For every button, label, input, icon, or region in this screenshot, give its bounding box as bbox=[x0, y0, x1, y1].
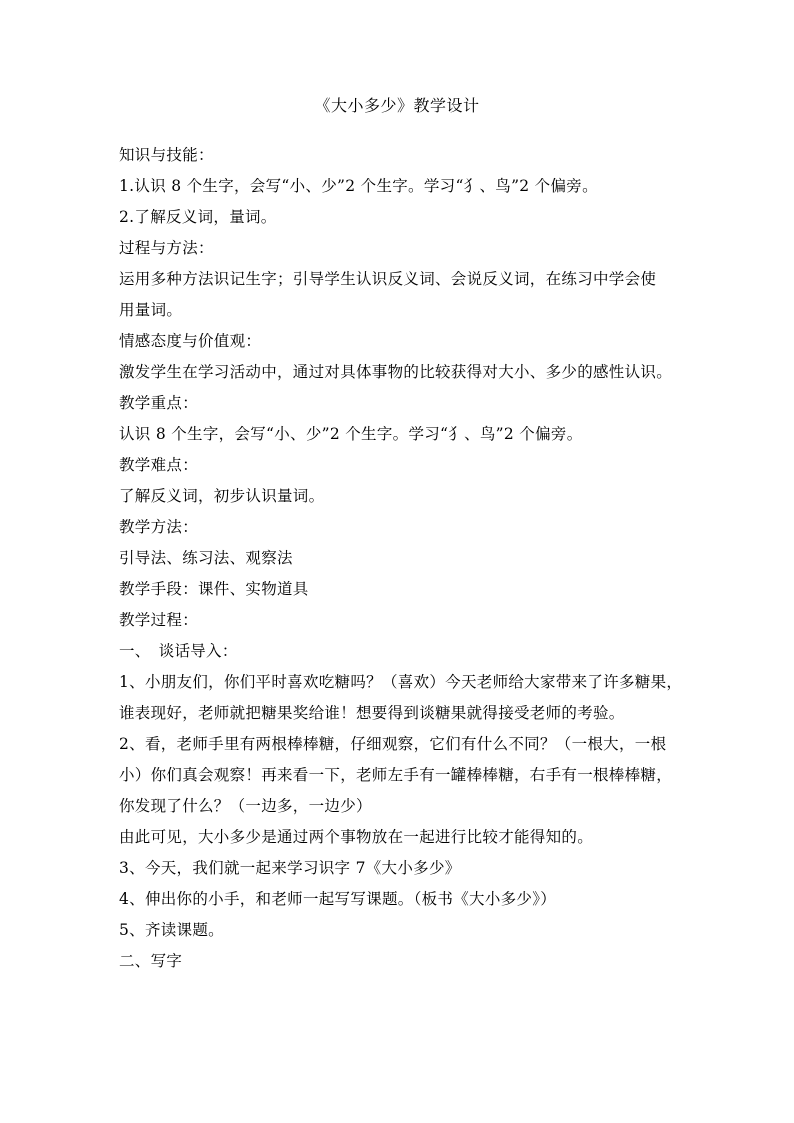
step-5: 5、齐读课题。 bbox=[119, 921, 224, 939]
step-2-line-1: 2、看，老师手里有两根棒棒糖，仔细观察，它们有什么不同？（一根大，一根 bbox=[119, 735, 667, 753]
heading-teaching-process: 教学过程： bbox=[119, 611, 199, 629]
step-2-line-2: 小）你们真会观察！再来看一下，老师左手有一罐棒棒糖，右手有一根棒棒糖， bbox=[119, 766, 673, 784]
knowledge-item-1: 1.认识 8 个生字，会写“小、少”2 个生字。学习“犭、鸟”2 个偏旁。 bbox=[119, 177, 598, 195]
conclusion-line: 由此可见，大小多少是通过两个事物放在一起进行比较才能得知的。 bbox=[119, 828, 594, 846]
heading-difficulties: 教学难点： bbox=[119, 456, 199, 474]
heading-teaching-methods: 教学方法： bbox=[119, 518, 199, 536]
step-1-line-2: 谁表现好，老师就把糖果奖给谁！想要得到谈糖果就得接受老师的考验。 bbox=[119, 704, 625, 722]
step-1-line-1: 1、小朋友们，你们平时喜欢吃糖吗？（喜欢）今天老师给大家带来了许多糖果， bbox=[119, 673, 683, 691]
section-1-heading: 一、 谈话导入： bbox=[119, 642, 238, 660]
teaching-methods-text: 引导法、练习法、观察法 bbox=[119, 549, 293, 567]
step-3: 3、今天，我们就一起来学习识字 7《大小多少》 bbox=[119, 859, 461, 877]
document-body bbox=[119, 140, 694, 977]
heading-process-methods: 过程与方法： bbox=[119, 239, 214, 257]
key-points-text: 认识 8 个生字，会写“小、少”2 个生字。学习“犭、鸟”2 个偏旁。 bbox=[119, 425, 583, 443]
process-text-line-1: 运用多种方法识记生字；引导学生认识反义词、会说反义词，在练习中学会使 bbox=[119, 270, 657, 288]
heading-key-points: 教学重点： bbox=[119, 394, 199, 412]
section-2-heading: 二、写字 bbox=[119, 952, 183, 970]
step-4: 4、伸出你的小手，和老师一起写写课题。（板书《大小多少》） bbox=[119, 890, 557, 908]
difficulties-text: 了解反义词，初步认识量词。 bbox=[119, 487, 325, 505]
heading-knowledge-skills: 知识与技能： bbox=[119, 146, 214, 164]
teaching-means: 教学手段：课件、实物道具 bbox=[119, 580, 309, 598]
document-title: 《大小多少》教学设计 bbox=[314, 96, 480, 115]
heading-emotion-values: 情感态度与价值观： bbox=[119, 332, 262, 350]
emotion-text: 激发学生在学习活动中，通过对具体事物的比较获得对大小、多少的感性认识。 bbox=[119, 363, 673, 381]
knowledge-item-2: 2.了解反义词，量词。 bbox=[119, 208, 277, 226]
process-text-line-2: 用量词。 bbox=[119, 301, 183, 319]
step-2-line-3: 你发现了什么？（一边多，一边少） bbox=[119, 797, 372, 815]
